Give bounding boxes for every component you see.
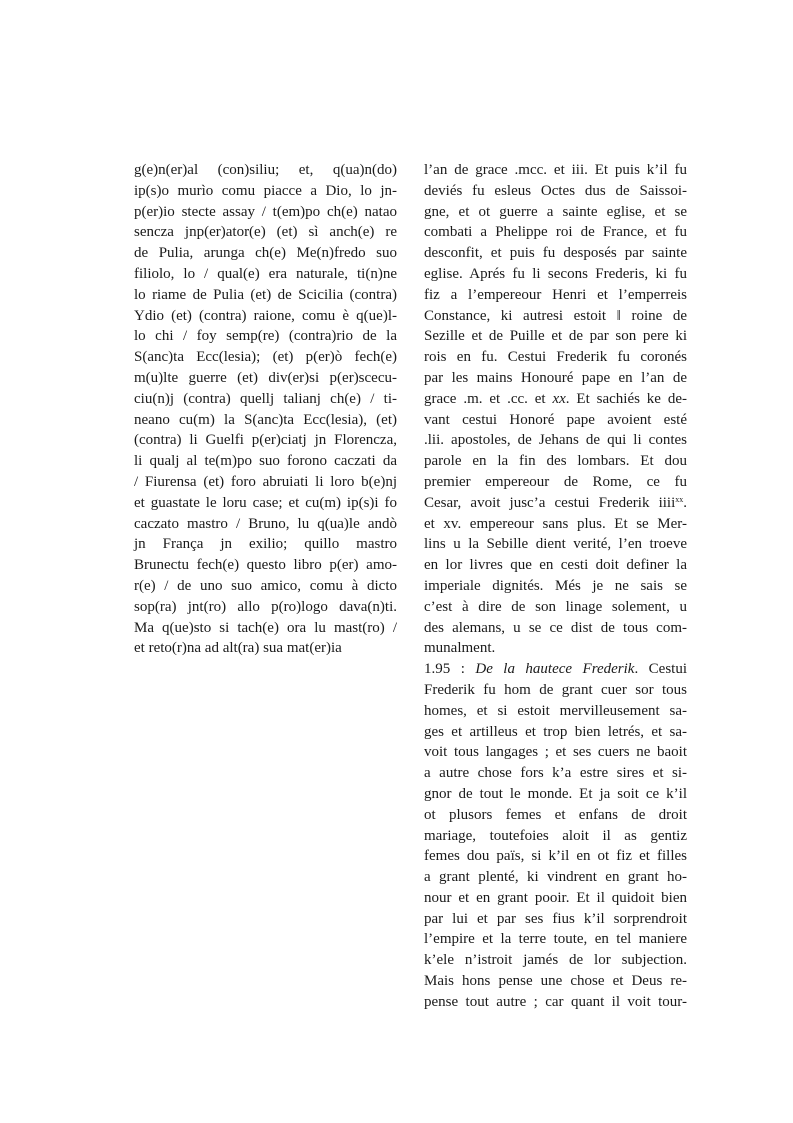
text-line: gne, et ot guerre a sainte eglise, et se xyxy=(424,203,687,220)
text-line: c’est à dire de son linage solement, u xyxy=(424,598,687,615)
text-line: Brunectu fech(e) questo libro p(er) amo- xyxy=(134,557,397,574)
text-line: par les mains Honouré pape en l’an de xyxy=(424,369,687,386)
section-title: De la hautece Frederik xyxy=(475,661,635,678)
text-line: Frederik fu hom de grant cuer sor tous xyxy=(424,681,687,698)
text-line: mariage, toutefoies aloit il as gentiz xyxy=(424,827,687,844)
text-line: et guastate le loru case; et cu(m) ip(s)i fo xyxy=(134,494,397,511)
text-line: sop(ra) jnt(ro) allo p(ro)logo dava(n)ti. xyxy=(134,598,397,615)
text-line: S(anc)ta Ecc(lesia); (et) p(er)ò fech(e) xyxy=(134,349,397,366)
text-line: a autre chose fors k’a estre sires et si- xyxy=(424,765,687,782)
text-line: / Fiurensa (et) foro abruiati li loro b(e)nj xyxy=(134,473,397,490)
text-line: li qualj al te(m)po suo forono caczati da xyxy=(134,453,397,470)
text-line: Sezille et de Puille et de par son pere ki xyxy=(424,328,687,345)
text-line: eglise. Aprés fu li secons Frederis, ki fu xyxy=(424,265,687,282)
left-column xyxy=(134,160,397,659)
text-line: par lui et par ses fius k’il sorprendroit xyxy=(424,910,687,927)
text-line: nour et en grant pooir. Et il quidoit bien xyxy=(424,889,687,906)
text-line: lo riame de Pulia (et) de Scicilia (contra) xyxy=(134,286,397,303)
text-line: ges et artilleus et trop bien letrés, et sa- xyxy=(424,723,687,740)
text-line: jn França jn exilio; quillo mastro xyxy=(134,536,397,553)
text-line xyxy=(424,389,687,410)
text-line: filiolo, lo / qual(e) era naturale, ti(n)ne xyxy=(134,265,397,282)
text-line: Ma q(ue)sto si tach(e) ora lu mast(ro) / xyxy=(134,619,397,636)
text-line: vant cestui Honoré pape avoient esté xyxy=(424,411,687,428)
text-line: Mais hons pense une chose et Deus re- xyxy=(424,973,687,990)
text-line: sencza jnp(er)ator(e) (et) sì anch(e) re xyxy=(134,224,397,241)
text-line: (contra) li Guelfi p(er)ciatj jn Florencza, xyxy=(134,432,397,449)
text-fragment: . Cestui xyxy=(634,661,688,678)
text-line: ciu(n)j (contra) quellj talianj ch(e) / ti- xyxy=(134,390,397,407)
text-fragment: . Et sachiés ke de- xyxy=(565,390,687,407)
text-line: l’empire et la terre toute, en tel maniere xyxy=(424,931,687,948)
text-line: ip(s)o murìo comu piacce a Dio, lo jn- xyxy=(134,182,397,199)
text-line: imperiale dignités. Més je ne sais se xyxy=(424,577,687,594)
text-fragment: grace .m. et .cc. et xyxy=(424,390,553,407)
text-line: pense tout autre ; car quant il voit tour- xyxy=(424,993,687,1010)
text-line: et reto(r)na ad alt(ra) sua mat(er)ia xyxy=(134,640,342,657)
text-line: g(e)n(er)al (con)siliu; et, q(ua)n(do) xyxy=(134,162,397,178)
text-line: .lii. apostoles, de Jehans de qui li contes xyxy=(424,432,687,449)
text-line: desconfit, et puis fu desposés par sainte xyxy=(424,245,687,262)
text-line: gnor de tout le monde. Et ja soit ce k’il xyxy=(424,785,687,802)
text-line: des alemans, u se ce dist de tous com- xyxy=(424,619,687,636)
section-number: 1.95 : xyxy=(424,661,465,678)
text-line xyxy=(424,493,687,514)
section-heading-line xyxy=(424,659,687,680)
text-line: l’an de grace .mcc. et iii. Et puis k’il fu xyxy=(424,162,687,178)
text-line: fiz a l’empereour Henri et l’emperreis xyxy=(424,286,687,303)
text-line: a grant plenté, ki vindrent en grant ho- xyxy=(424,869,687,886)
text-line: et xv. empereour sans plus. Et se Mer- xyxy=(424,515,687,532)
text-line: caczato mastro / Bruno, lu q(ua)le andò xyxy=(134,515,397,532)
text-line: combati a Phelippe roi de France, et fu xyxy=(424,224,687,241)
text-line: ot plusors femes et enfans de droit xyxy=(424,806,687,823)
text-line: premier empereour de Rome, ce fu xyxy=(424,473,687,490)
text-line: Ydio (et) (contra) raione, comu è q(ue)l- xyxy=(134,307,397,324)
text-line: neano cu(m) la S(anc)ta Ecc(lesia), (et) xyxy=(134,411,397,428)
text-line: deviés fu esleus Octes dus de Saissoi- xyxy=(424,182,687,199)
text-line: lins u la Sebille dient verité, l’en troeve xyxy=(424,536,687,553)
text-line: en lor livres que en cesti doit definer la xyxy=(424,557,687,574)
text-line: rois en fu. Cestui Frederik fu coronés xyxy=(424,349,687,366)
italic-numeral: xx xyxy=(552,390,566,407)
text-line: voit tous langages ; et ses cuers ne baoit xyxy=(424,744,687,761)
text-line: parole en la fin des lombars. Et dou xyxy=(424,453,687,470)
text-line: r(e) / de uno suo amico, comu à dicto xyxy=(134,577,397,594)
text-line: lo chi / foy semp(re) (contra)rio de la xyxy=(134,328,397,345)
right-column xyxy=(424,160,687,1013)
text-line: femes dou païs, si k’il en ot fiz et filles xyxy=(424,848,687,865)
text-line: m(u)lte guerre (et) div(er)si p(er)scecu- xyxy=(134,369,397,386)
text-line: p(er)io stecte assay / t(em)po ch(e) natao xyxy=(134,203,397,220)
text-fragment: Cesar, avoit jusc’a cestui Frederik iiii xyxy=(424,494,676,511)
text-line: homes, et si estoit mervilleusement sa- xyxy=(424,702,687,719)
text-line: munalment. xyxy=(424,640,496,657)
text-line: Constance, ki autresi estoit ‖ roine de xyxy=(424,307,687,324)
superscript: xx xyxy=(675,494,684,504)
text-line: de Pulia, arunga ch(e) Me(n)fredo suo xyxy=(134,245,397,262)
text-line: k’ele n’istroit jamés de lor subjection. xyxy=(424,952,687,969)
text-fragment: . xyxy=(683,494,687,511)
